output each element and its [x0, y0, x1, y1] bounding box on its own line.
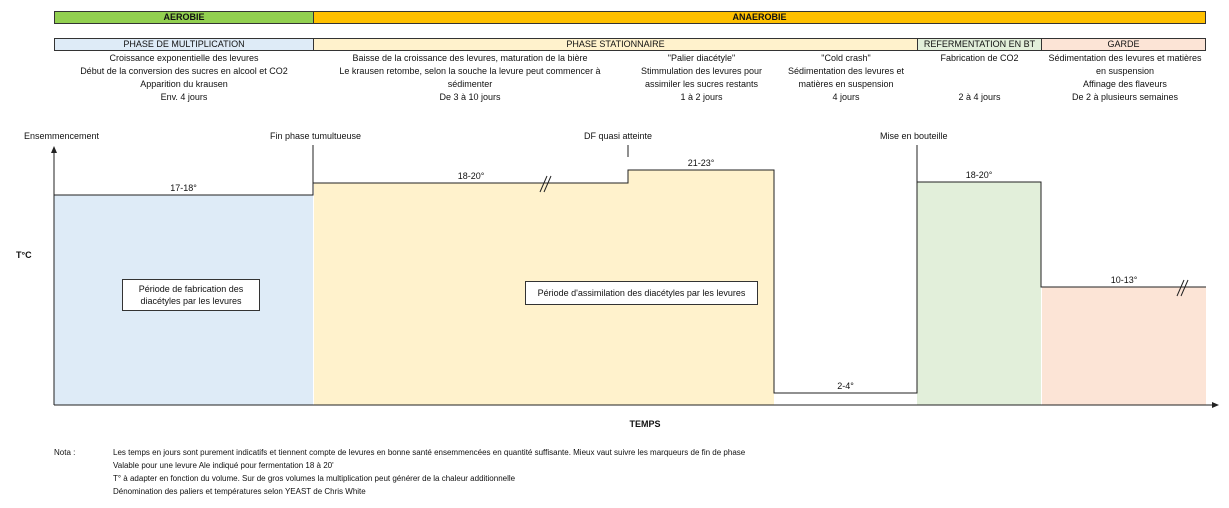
note-line: Les temps en jours sont purement indicatifs et tiennent compte de levures en bonne santé ensemmencées en quantité suffisante. Mieux vaut suivre les marqueurs de fin de phase: [113, 448, 746, 457]
box-assimilation-diacetyles: [525, 281, 758, 305]
notes-block: [113, 446, 1213, 498]
anaerobie-bar: ANAEROBIE: [313, 11, 1206, 24]
note-line: Valable pour une levure Ale indiqué pour fermentation 18 à 20': [113, 461, 334, 470]
x-axis-label: TEMPS: [629, 419, 661, 429]
temp-label-palier: 21-23°: [687, 158, 715, 168]
marker-ensemencement: Ensemmencement: [24, 131, 100, 141]
desc-line: Fabrication de CO2: [940, 53, 1019, 63]
desc-line: Sédimentation des levures et matières: [1048, 53, 1202, 63]
marker-mise-en-bouteille: Mise en bouteille: [880, 131, 948, 141]
desc-line: en suspension: [1095, 66, 1155, 76]
temp-label-garde: 10-13°: [1110, 275, 1138, 285]
desc-line: Apparition du krausen: [140, 79, 228, 89]
desc-line: 4 jours: [832, 92, 860, 102]
phase-garde-header: GARDE: [1041, 38, 1206, 51]
note-line: T° à adapter en fonction du volume. Sur de gros volumes la multiplication peut générer de la chaleur additionnelle: [113, 474, 516, 483]
box-fabrication-text: Période de fabrication des diacétyles par les levures: [138, 284, 244, 306]
marker-df-atteinte: DF quasi atteinte: [584, 131, 653, 141]
region-refermentation: [917, 182, 1041, 405]
aerobie-bar: AEROBIE: [54, 11, 314, 24]
temp-label-multiplication: 17-18°: [170, 183, 197, 193]
note-line: Dénomination des paliers et températures selon YEAST de Chris White: [113, 487, 366, 496]
temp-label-stationnaire: 18-20°: [457, 171, 485, 181]
box-fabrication-diacetyles: [122, 279, 260, 311]
phase-stationnaire-header: PHASE STATIONNAIRE: [313, 38, 918, 51]
temp-label-refermentation: 18-20°: [965, 170, 993, 180]
box-assimilation-text: Période d'assimilation des diacétyles par les levures: [537, 288, 746, 298]
desc-line: Affinage des flaveurs: [1083, 79, 1167, 89]
phase-refermentation-header: REFERMENTATION EN BT: [917, 38, 1042, 51]
desc-line: sédimenter: [447, 79, 493, 89]
notes-label: Nota :: [54, 448, 76, 457]
region-garde: [1042, 287, 1206, 405]
desc-line: matières en suspension: [798, 79, 894, 89]
region-stationnaire-palier: [628, 170, 774, 183]
desc-line: Début de la conversion des sucres en alcool et CO2: [80, 66, 288, 76]
x-axis-arrow: [1212, 402, 1219, 408]
desc-line: "Cold crash": [821, 53, 871, 63]
temp-label-cold-crash: 2-4°: [837, 381, 854, 391]
desc-line: Baisse de la croissance des levures, maturation de la bière: [352, 53, 588, 63]
desc-line: De 3 à 10 jours: [439, 92, 501, 102]
desc-line: Le krausen retombe, selon la souche la levure peut commencer à: [339, 66, 601, 76]
desc-line: De 2 à plusieurs semaines: [1071, 92, 1179, 102]
desc-line: 2 à 4 jours: [958, 92, 1001, 102]
desc-line: 1 à 2 jours: [680, 92, 723, 102]
desc-line: Sédimentation des levures et: [787, 66, 905, 76]
desc-line: "Palier diacétyle": [667, 53, 736, 63]
phase-multiplication-header: PHASE DE MULTIPLICATION: [54, 38, 314, 51]
desc-line: Env. 4 jours: [160, 92, 208, 102]
desc-line: Croissance exponentielle des levures: [109, 53, 259, 63]
desc-line: assimiler les sucres restants: [644, 79, 759, 89]
marker-fin-tumultueuse: Fin phase tumultueuse: [270, 131, 362, 141]
desc-line: Stimmulation des levures pour: [640, 66, 763, 76]
y-axis-arrow: [51, 146, 57, 153]
y-axis-label: T°C: [16, 250, 32, 260]
